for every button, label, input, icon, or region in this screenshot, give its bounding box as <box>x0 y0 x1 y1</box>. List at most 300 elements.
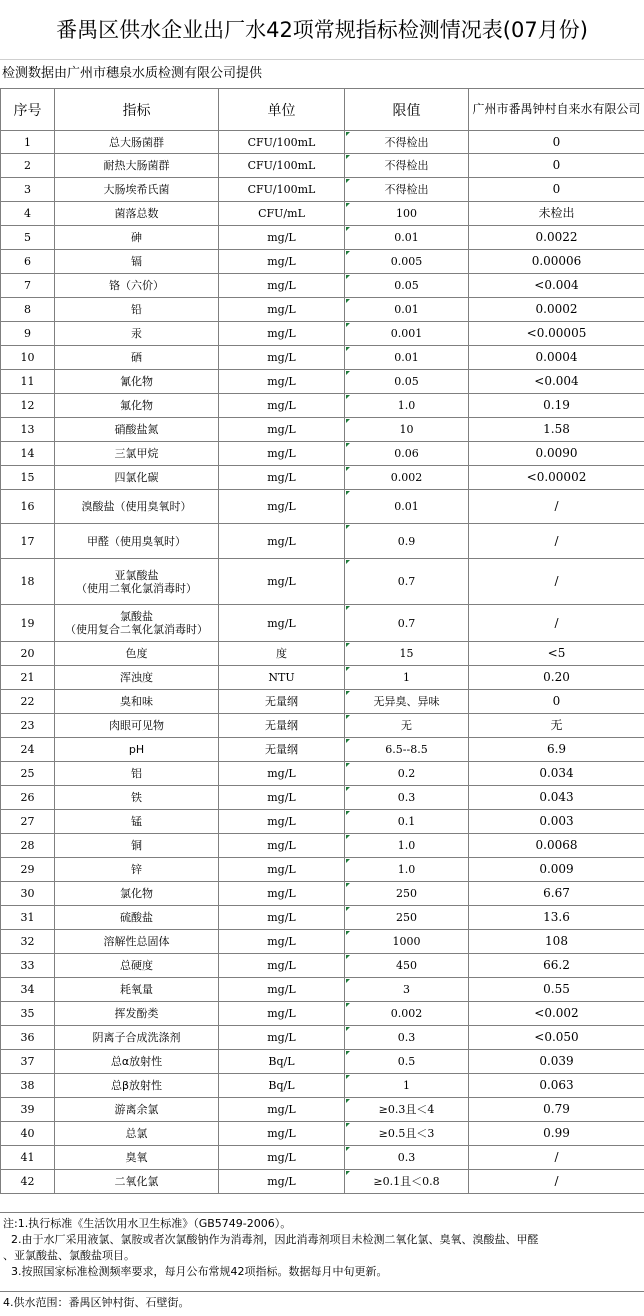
row-number: 14 <box>1 442 55 466</box>
cell-note-marker-icon <box>346 419 350 423</box>
cell-note-marker-icon <box>346 227 350 231</box>
limit-cell <box>345 906 469 930</box>
table-row <box>1 786 644 810</box>
indicator-name <box>55 178 219 202</box>
unit-cell: mg/L <box>219 978 345 1002</box>
table-row <box>1 882 644 906</box>
unit-cell: mg/L <box>219 1026 345 1050</box>
unit-cell: CFU/100mL <box>219 131 345 154</box>
limit-text: 无 <box>401 719 412 732</box>
note-2a: 2.由于水厂采用液氯、氯胺或者次氯酸钠作为消毒剂，因此消毒剂项目未检测二氧化氯、臭氧、溴酸盐、甲醛 <box>11 1233 539 1246</box>
result-cell: 0.039 <box>469 1050 644 1074</box>
table-row <box>1 1026 644 1050</box>
table-row <box>1 559 644 605</box>
row-number: 13 <box>1 418 55 442</box>
row-number: 32 <box>1 930 55 954</box>
row-number: 31 <box>1 906 55 930</box>
table-row <box>1 250 644 274</box>
result-cell: / <box>469 605 644 642</box>
table-row <box>1 762 644 786</box>
result-cell: 0.20 <box>469 666 644 690</box>
indicator-name <box>55 1146 219 1170</box>
row-number: 12 <box>1 394 55 418</box>
limit-cell <box>345 1170 469 1194</box>
row-number: 38 <box>1 1074 55 1098</box>
limit-text: 0.01 <box>394 231 419 244</box>
row-number: 23 <box>1 714 55 738</box>
indicator-name-line: 锌 <box>131 863 142 876</box>
limit-cell <box>345 131 469 154</box>
unit-cell: mg/L <box>219 442 345 466</box>
cell-note-marker-icon <box>346 371 350 375</box>
limit-text: 0.1 <box>397 815 416 828</box>
result-cell: 0.19 <box>469 394 644 418</box>
cell-note-marker-icon <box>346 979 350 983</box>
row-number: 27 <box>1 810 55 834</box>
indicator-name-line: 阴离子合成洗涤剂 <box>92 1031 181 1044</box>
cell-note-marker-icon <box>346 739 350 743</box>
result-cell: 66.2 <box>469 954 644 978</box>
table-row <box>1 714 644 738</box>
indicator-name <box>55 834 219 858</box>
table-row <box>1 202 644 226</box>
table-row <box>1 298 644 322</box>
row-number: 17 <box>1 524 55 559</box>
limit-cell <box>345 666 469 690</box>
unit-cell: NTU <box>219 666 345 690</box>
result-cell: 13.6 <box>469 906 644 930</box>
limit-cell <box>345 322 469 346</box>
indicator-name-line: 三氯甲烷 <box>114 447 159 460</box>
table-row <box>1 226 644 250</box>
limit-text: 0.001 <box>390 327 423 340</box>
unit-cell: mg/L <box>219 418 345 442</box>
unit-cell: mg/L <box>219 298 345 322</box>
limit-text: 0.7 <box>397 616 416 630</box>
indicator-name-line: 色度 <box>125 647 148 660</box>
unit-cell: mg/L <box>219 605 345 642</box>
limit-cell <box>345 1074 469 1098</box>
table-row <box>1 690 644 714</box>
limit-cell <box>345 226 469 250</box>
cell-note-marker-icon <box>346 395 350 399</box>
cell-note-marker-icon <box>346 179 350 183</box>
table-row <box>1 1050 644 1074</box>
row-number: 42 <box>1 1170 55 1194</box>
limit-text: 0.3 <box>397 1151 416 1164</box>
cell-note-marker-icon <box>346 883 350 887</box>
indicator-name-line: 总α放射性 <box>110 1055 163 1068</box>
result-cell: 1.58 <box>469 418 644 442</box>
row-number: 10 <box>1 346 55 370</box>
table-row <box>1 466 644 490</box>
indicator-name-line: 铅 <box>131 303 142 316</box>
table-row <box>1 954 644 978</box>
cell-note-marker-icon <box>346 275 350 279</box>
result-cell: 0.99 <box>469 1122 644 1146</box>
indicator-name <box>55 738 219 762</box>
cell-note-marker-icon <box>346 1123 350 1127</box>
limit-cell <box>345 1098 469 1122</box>
note-1: 注:1.执行标准《生活饮用水卫生标准》（GB5749-2006）。 <box>3 1217 292 1230</box>
row-number: 18 <box>1 559 55 605</box>
indicator-name-line: 氯化物 <box>120 887 153 900</box>
cell-note-marker-icon <box>346 907 350 911</box>
table-row <box>1 490 644 524</box>
table-body <box>1 131 644 1194</box>
indicator-name <box>55 690 219 714</box>
table-row <box>1 154 644 178</box>
indicator-name-line: 总大肠菌群 <box>109 135 164 149</box>
row-number: 9 <box>1 322 55 346</box>
indicator-name-line: 耗氧量 <box>120 983 153 996</box>
table-row <box>1 834 644 858</box>
indicator-name <box>55 202 219 226</box>
indicator-name <box>55 1002 219 1026</box>
row-number: 20 <box>1 642 55 666</box>
limit-text: 0.005 <box>390 255 423 268</box>
limit-cell <box>345 418 469 442</box>
indicator-name <box>55 906 219 930</box>
unit-cell: CFU/100mL <box>219 154 345 178</box>
row-number: 26 <box>1 786 55 810</box>
result-cell: 0.003 <box>469 810 644 834</box>
limit-text: 0.002 <box>390 471 423 484</box>
cell-note-marker-icon <box>346 467 350 471</box>
cell-note-marker-icon <box>346 347 350 351</box>
result-cell: / <box>469 1146 644 1170</box>
cell-note-marker-icon <box>346 443 350 447</box>
indicator-name <box>55 1122 219 1146</box>
limit-text: 0.002 <box>390 1007 423 1020</box>
result-cell: 0.55 <box>469 978 644 1002</box>
unit-cell: Bq/L <box>219 1074 345 1098</box>
indicator-name-line: 臭和味 <box>120 695 153 708</box>
limit-cell <box>345 605 469 642</box>
limit-cell <box>345 178 469 202</box>
unit-cell: mg/L <box>219 1122 345 1146</box>
limit-cell <box>345 346 469 370</box>
row-number: 28 <box>1 834 55 858</box>
unit-cell: 无量纲 <box>219 738 345 762</box>
unit-cell: Bq/L <box>219 1050 345 1074</box>
result-cell: 0.00006 <box>469 250 644 274</box>
row-number: 11 <box>1 370 55 394</box>
table-row <box>1 346 644 370</box>
row-number: 16 <box>1 490 55 524</box>
unit-cell: mg/L <box>219 370 345 394</box>
indicator-name <box>55 250 219 274</box>
row-number: 22 <box>1 690 55 714</box>
limit-cell <box>345 930 469 954</box>
table-row <box>1 178 644 202</box>
limit-text: 6.5--8.5 <box>385 743 428 756</box>
cell-note-marker-icon <box>346 299 350 303</box>
unit-cell: mg/L <box>219 882 345 906</box>
table-row <box>1 131 644 154</box>
limit-text: 无异臭、异味 <box>373 695 440 708</box>
table-header-row <box>1 89 644 131</box>
row-number: 36 <box>1 1026 55 1050</box>
row-number: 3 <box>1 178 55 202</box>
result-cell: 0.0090 <box>469 442 644 466</box>
indicator-name <box>55 642 219 666</box>
result-cell: <0.00002 <box>469 466 644 490</box>
result-cell: 0.0022 <box>469 226 644 250</box>
limit-text: 1.0 <box>397 399 416 412</box>
limit-cell <box>345 524 469 559</box>
indicator-name-line: 甲醛（使用臭氧时） <box>87 534 186 548</box>
indicator-name <box>55 882 219 906</box>
result-cell: 0.79 <box>469 1098 644 1122</box>
row-number: 5 <box>1 226 55 250</box>
limit-cell <box>345 1146 469 1170</box>
row-number: 19 <box>1 605 55 642</box>
indicator-name <box>55 298 219 322</box>
row-number: 30 <box>1 882 55 906</box>
result-cell: <0.002 <box>469 1002 644 1026</box>
table-row <box>1 1098 644 1122</box>
unit-cell: mg/L <box>219 906 345 930</box>
indicator-name <box>55 666 219 690</box>
row-number: 24 <box>1 738 55 762</box>
indicator-name <box>55 131 219 154</box>
result-cell: 无 <box>469 714 644 738</box>
table-row <box>1 605 644 642</box>
row-number: 39 <box>1 1098 55 1122</box>
limit-cell <box>345 202 469 226</box>
table-row <box>1 1146 644 1170</box>
row-number: 21 <box>1 666 55 690</box>
limit-text: 0.3 <box>397 791 416 804</box>
unit-cell: mg/L <box>219 559 345 605</box>
table-row <box>1 1002 644 1026</box>
unit-cell: mg/L <box>219 762 345 786</box>
indicator-name <box>55 1170 219 1194</box>
indicator-name-line: 硫酸盐 <box>120 911 153 924</box>
report-title: 番禺区供水企业出厂水42项常规指标检测情况表(07月份) <box>0 0 644 60</box>
cell-note-marker-icon <box>346 323 350 327</box>
result-cell: 0 <box>469 690 644 714</box>
result-cell: 108 <box>469 930 644 954</box>
unit-cell: mg/L <box>219 226 345 250</box>
cell-note-marker-icon <box>346 835 350 839</box>
result-cell: 0.0002 <box>469 298 644 322</box>
cell-note-marker-icon <box>346 132 350 136</box>
table-row <box>1 418 644 442</box>
table-row <box>1 978 644 1002</box>
cell-note-marker-icon <box>346 763 350 767</box>
table-row <box>1 1074 644 1098</box>
cell-note-marker-icon <box>346 155 350 159</box>
limit-cell <box>345 1050 469 1074</box>
unit-cell: mg/L <box>219 490 345 524</box>
row-number: 40 <box>1 1122 55 1146</box>
result-cell: 0.0004 <box>469 346 644 370</box>
cell-note-marker-icon <box>346 1075 350 1079</box>
limit-text: 3 <box>403 983 410 996</box>
result-cell: 6.9 <box>469 738 644 762</box>
indicator-name-line: 溶解性总固体 <box>103 935 170 948</box>
indicator-name-line: 汞 <box>131 327 142 340</box>
table-row <box>1 642 644 666</box>
unit-cell: mg/L <box>219 524 345 559</box>
indicator-name-line: 大肠埃希氏菌 <box>103 183 170 196</box>
limit-cell <box>345 274 469 298</box>
cell-note-marker-icon <box>346 525 350 529</box>
indicator-name-line: 耐热大肠菌群 <box>103 159 170 172</box>
cell-note-marker-icon <box>346 1147 350 1151</box>
limit-text: 0.05 <box>394 375 419 388</box>
limit-text: 1 <box>403 1079 410 1092</box>
cell-note-marker-icon <box>346 643 350 647</box>
table-row <box>1 394 644 418</box>
limit-cell <box>345 1002 469 1026</box>
indicator-name-line: 氟化物 <box>120 399 153 412</box>
indicator-name <box>55 346 219 370</box>
limit-cell <box>345 370 469 394</box>
limit-text: 0.01 <box>394 500 419 513</box>
result-cell: 0.0068 <box>469 834 644 858</box>
result-cell: / <box>469 490 644 524</box>
limit-cell <box>345 298 469 322</box>
unit-cell: mg/L <box>219 1098 345 1122</box>
indicator-name-line: 总β放射性 <box>110 1079 163 1092</box>
indicator-name-line: 菌落总数 <box>114 207 159 220</box>
note-2b: 、亚氯酸盐、氯酸盐项目。 <box>3 1249 135 1262</box>
unit-cell: mg/L <box>219 954 345 978</box>
indicator-name <box>55 154 219 178</box>
indicator-name-line: pH <box>128 743 145 756</box>
limit-cell <box>345 466 469 490</box>
unit-cell: 无量纲 <box>219 714 345 738</box>
limit-text: ≥0.1且＜0.8 <box>373 1175 440 1188</box>
limit-text: 0.7 <box>397 575 416 588</box>
cell-note-marker-icon <box>346 955 350 959</box>
header-seq: 序号 <box>1 89 55 131</box>
table-row <box>1 906 644 930</box>
cell-note-marker-icon <box>346 859 350 863</box>
row-number: 35 <box>1 1002 55 1026</box>
indicator-name <box>55 1050 219 1074</box>
indicator-name-line: 镉 <box>131 255 142 268</box>
unit-cell: 无量纲 <box>219 690 345 714</box>
limit-text: 1.0 <box>397 839 416 852</box>
limit-text: 0.01 <box>394 351 419 364</box>
indicator-name <box>55 1074 219 1098</box>
cell-note-marker-icon <box>346 606 350 610</box>
indicator-name <box>55 370 219 394</box>
indicator-name <box>55 930 219 954</box>
limit-text: 100 <box>396 207 417 220</box>
limit-cell <box>345 154 469 178</box>
cell-note-marker-icon <box>346 1027 350 1031</box>
table-row <box>1 666 644 690</box>
unit-cell: mg/L <box>219 858 345 882</box>
result-cell: 0.043 <box>469 786 644 810</box>
result-cell: 6.67 <box>469 882 644 906</box>
unit-cell: CFU/100mL <box>219 178 345 202</box>
result-cell: 0 <box>469 178 644 202</box>
row-number: 25 <box>1 762 55 786</box>
unit-cell: mg/L <box>219 274 345 298</box>
limit-cell <box>345 834 469 858</box>
cell-note-marker-icon <box>346 811 350 815</box>
cell-note-marker-icon <box>346 715 350 719</box>
limit-cell <box>345 690 469 714</box>
unit-cell: mg/L <box>219 346 345 370</box>
indicator-name-line: 肉眼可见物 <box>109 719 164 732</box>
limit-text: 1 <box>403 671 410 684</box>
limit-text: 0.3 <box>397 1031 416 1044</box>
result-cell: 0.009 <box>469 858 644 882</box>
cell-note-marker-icon <box>346 787 350 791</box>
result-cell: <0.00005 <box>469 322 644 346</box>
limit-text: 250 <box>396 911 417 924</box>
cell-note-marker-icon <box>346 491 350 495</box>
limit-text: 450 <box>396 959 417 972</box>
indicator-name <box>55 559 219 605</box>
limit-cell <box>345 642 469 666</box>
unit-cell: mg/L <box>219 930 345 954</box>
table-row <box>1 1122 644 1146</box>
indicator-name <box>55 978 219 1002</box>
row-number: 41 <box>1 1146 55 1170</box>
result-cell: / <box>469 1170 644 1194</box>
limit-cell <box>345 978 469 1002</box>
indicator-name-line: 四氯化碳 <box>114 471 159 484</box>
indicator-name-line: 亚氯酸盐 <box>114 568 159 582</box>
table-row <box>1 442 644 466</box>
indicator-name-line: 硒 <box>131 351 142 364</box>
indicator-name <box>55 605 219 642</box>
indicator-name <box>55 1098 219 1122</box>
result-cell: / <box>469 524 644 559</box>
limit-text: 10 <box>399 423 414 436</box>
limit-cell <box>345 714 469 738</box>
limit-text: 1.0 <box>397 863 416 876</box>
table-row <box>1 370 644 394</box>
cell-note-marker-icon <box>346 251 350 255</box>
indicator-name <box>55 786 219 810</box>
row-number: 29 <box>1 858 55 882</box>
indicator-name-line: 铁 <box>131 791 142 804</box>
table-row <box>1 858 644 882</box>
cell-note-marker-icon <box>346 691 350 695</box>
result-cell: 0.063 <box>469 1074 644 1098</box>
cell-note-marker-icon <box>346 203 350 207</box>
indicator-name-line: 游离余氯 <box>114 1103 159 1116</box>
indicator-name <box>55 226 219 250</box>
result-cell: <5 <box>469 642 644 666</box>
limit-text: ≥0.3且＜4 <box>378 1103 435 1116</box>
table-row <box>1 322 644 346</box>
indicator-name-line: 铬（六价） <box>109 279 164 292</box>
header-limit: 限值 <box>345 89 469 131</box>
notes-block <box>0 1212 644 1292</box>
row-number: 34 <box>1 978 55 1002</box>
row-number: 2 <box>1 154 55 178</box>
indicator-name-line: 氯酸盐 <box>120 610 153 623</box>
unit-cell: mg/L <box>219 466 345 490</box>
limit-cell <box>345 1122 469 1146</box>
unit-cell: mg/L <box>219 322 345 346</box>
result-cell: <0.004 <box>469 370 644 394</box>
indicator-name-note: （使用二氧化氯消毒时） <box>76 581 197 595</box>
limit-cell <box>345 786 469 810</box>
row-number: 7 <box>1 274 55 298</box>
table-row <box>1 524 644 559</box>
